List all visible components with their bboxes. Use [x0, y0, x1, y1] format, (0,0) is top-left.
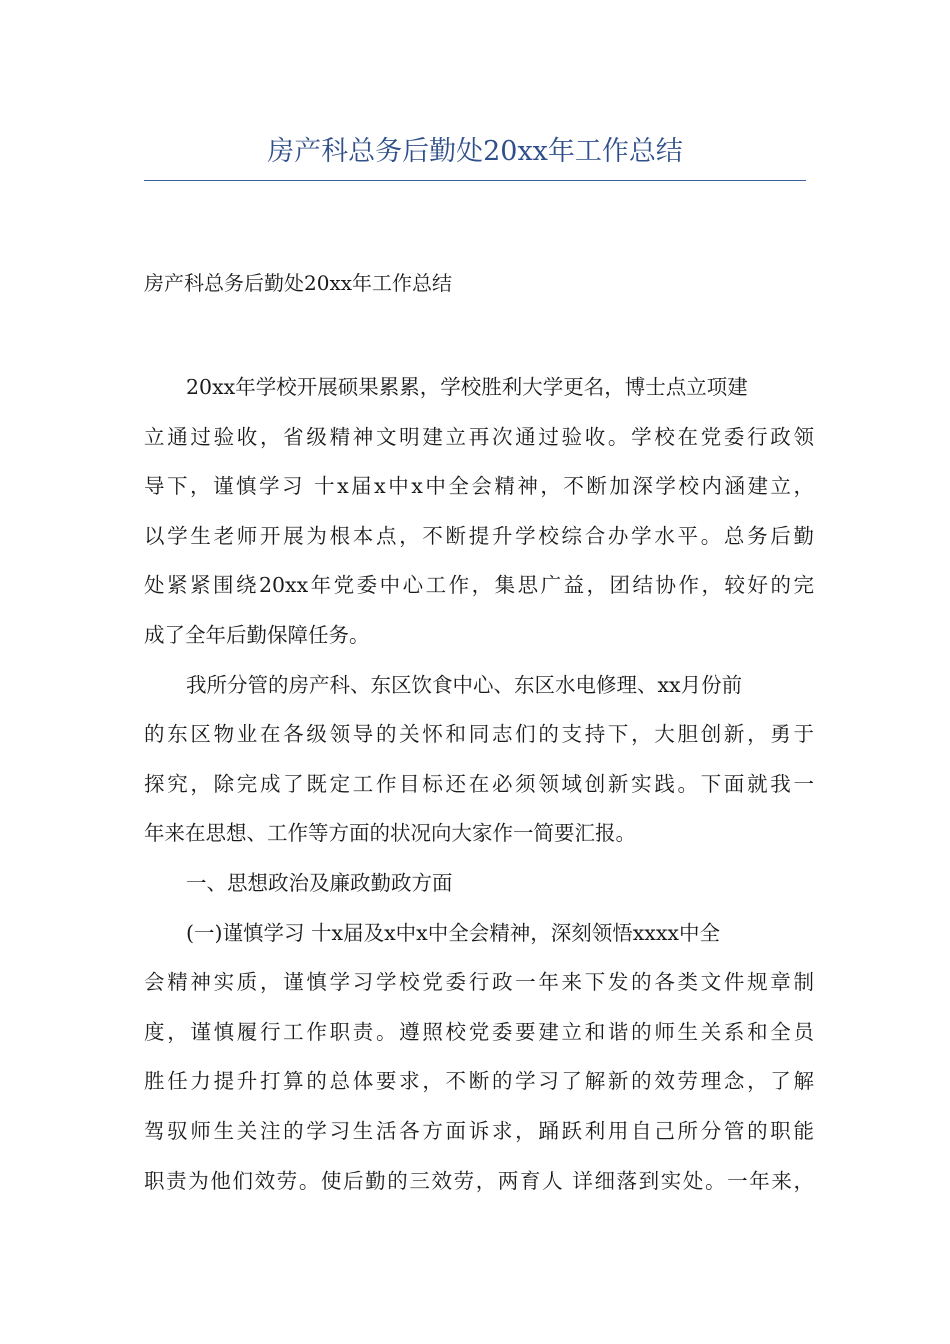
document-title: 房产科总务后勤处20xx年工作总结: [267, 136, 683, 167]
body-line: 会精神实质，谨慎学习学校党委行政一年来下发的各类文件规章制: [144, 970, 814, 995]
body-line: (一)谨慎学习 十x届及x中x中全会精神，深刻领悟xxxx中全: [186, 920, 720, 945]
body-line: 胜任力提升打算的总体要求，不断的学习了解新的效劳理念，了解: [144, 1069, 814, 1094]
section-heading: 一、思想政治及廉政勤政方面: [186, 870, 453, 895]
body-line: 处紧紧围绕20xx年党委中心工作，集思广益，团结协作，较好的完: [144, 573, 814, 598]
body-line: 成了全年后勤保障任务。: [144, 622, 370, 647]
body-line: 度，谨慎履行工作职责。遵照校党委要建立和谐的师生关系和全员: [144, 1019, 814, 1044]
body-line: 以学生老师开展为根本点，不断提升学校综合办学水平。总务后勤: [144, 523, 814, 548]
body-line: 导下，谨慎学习 十x届x中x中全会精神，不断加深学校内涵建立，: [144, 474, 814, 499]
body-line: 的东区物业在各级领导的关怀和同志们的支持下，大胆创新，勇于: [144, 722, 814, 747]
body-line: 我所分管的房产科、东区饮食中心、东区水电修理、xx月份前: [186, 672, 743, 697]
body-line: 驾驭师生关注的学习生活各方面诉求，踊跃利用自己所分管的职能: [144, 1118, 814, 1143]
body-line: 探究，除完成了既定工作目标还在必须领域创新实践。下面就我一: [144, 771, 814, 796]
body-line: 立通过验收，省级精神文明建立再次通过验收。学校在党委行政领: [144, 424, 814, 449]
title-underline: [144, 180, 806, 181]
body-line: 年来在思想、工作等方面的状况向大家作一简要汇报。: [144, 821, 636, 846]
document-body: [144, 363, 814, 1206]
document-subtitle: 房产科总务后勤处20xx年工作总结: [144, 271, 453, 295]
body-line: 20xx年学校开展硕果累累，学校胜利大学更名，博士点立项建: [186, 375, 748, 399]
body-line: 职责为他们效劳。使后勤的三效劳，两育人 详细落到实处。一年来，: [144, 1168, 814, 1193]
